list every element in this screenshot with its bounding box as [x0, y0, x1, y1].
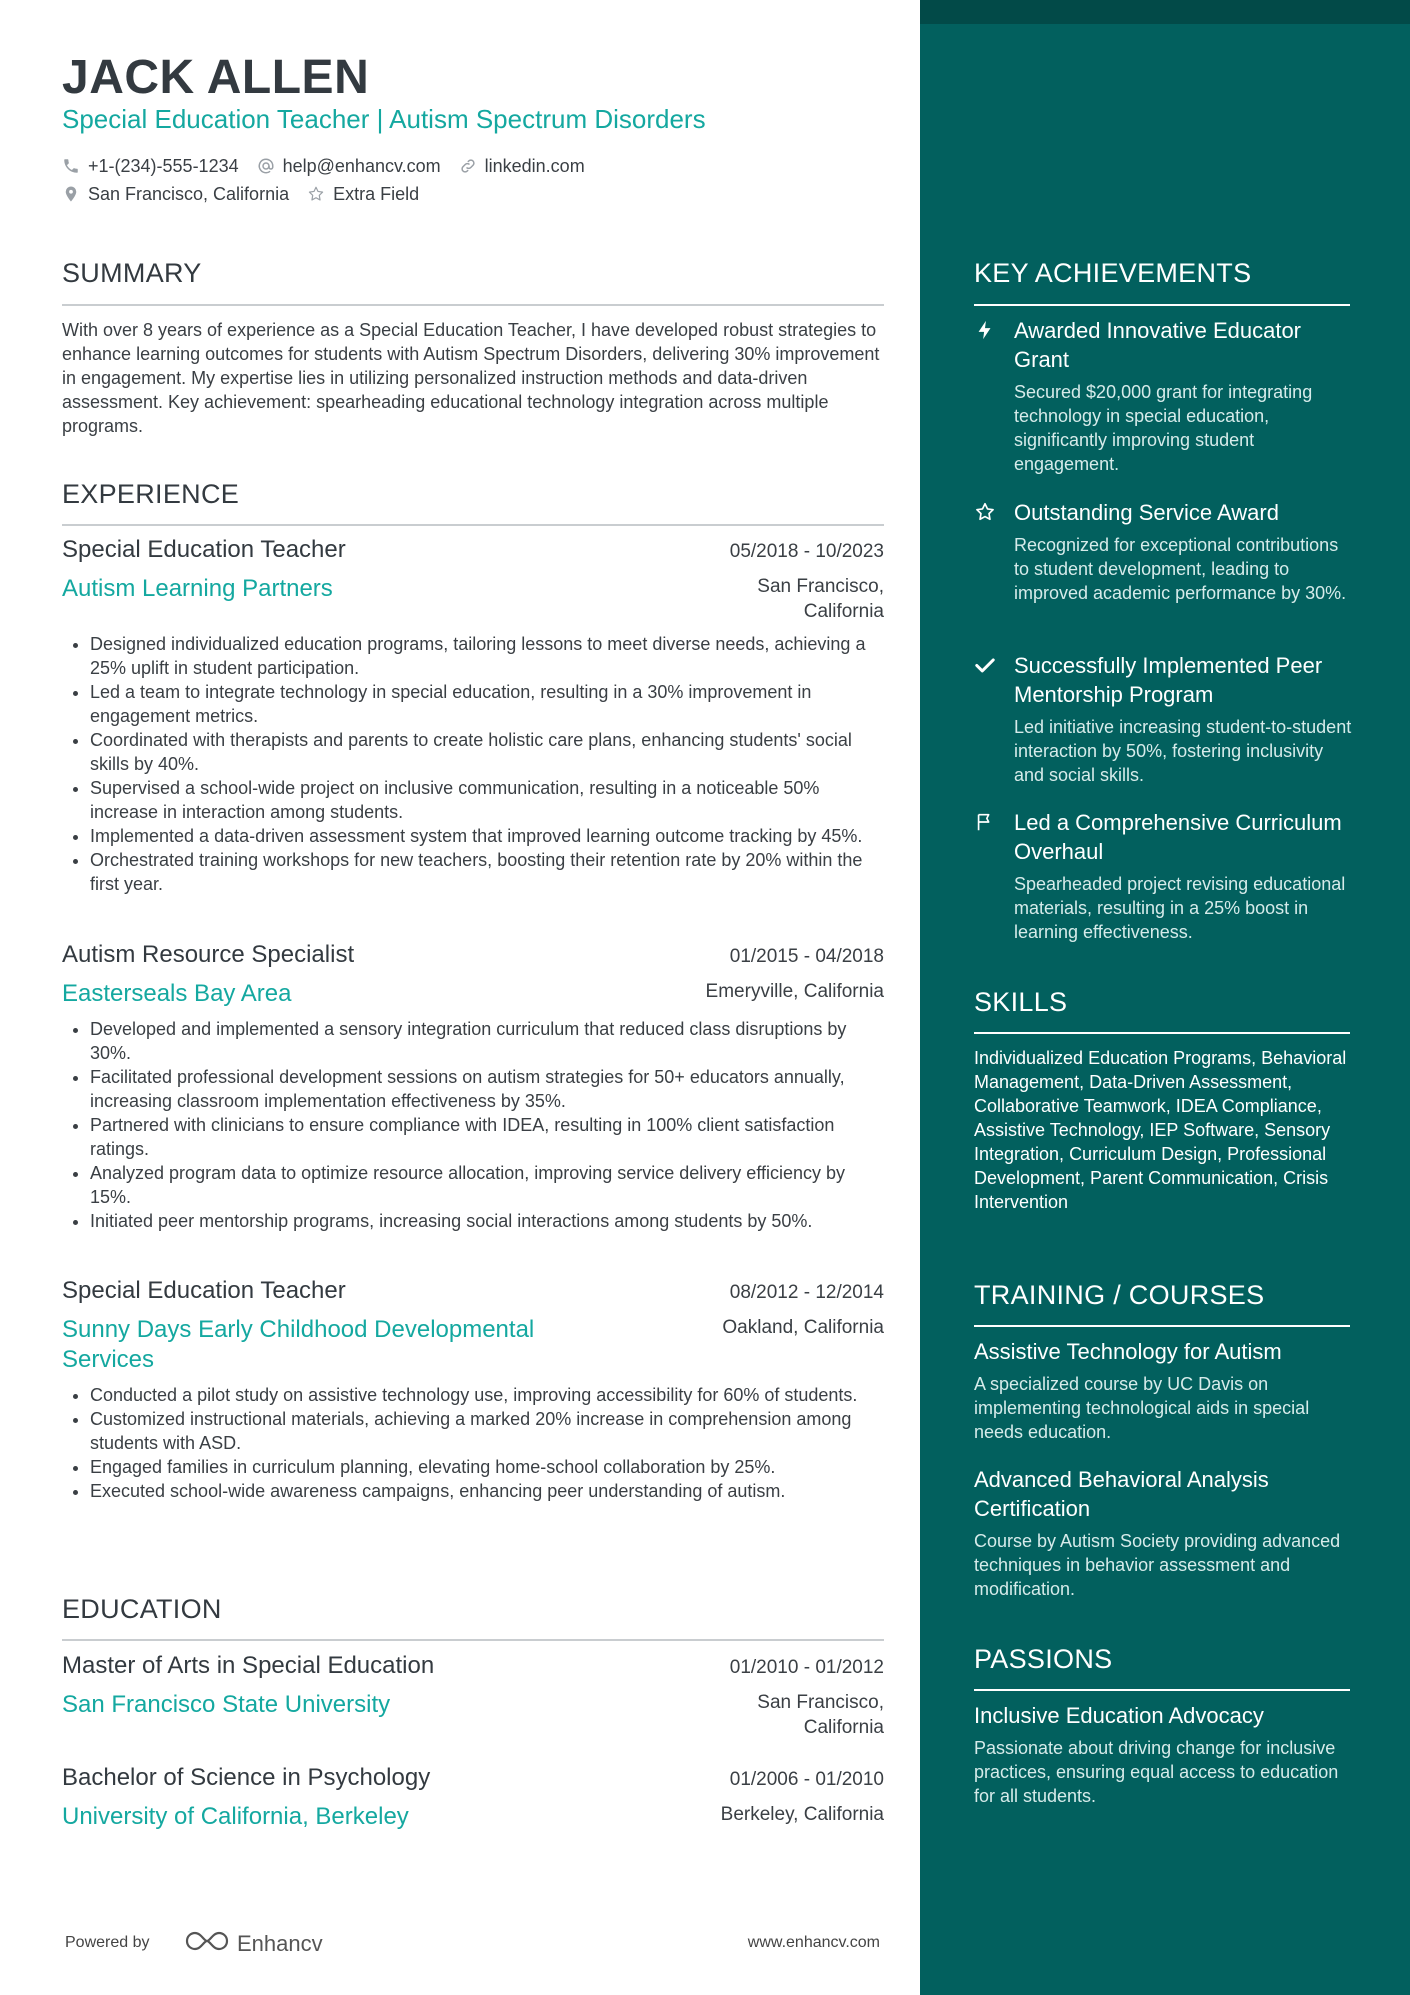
education-entry	[62, 1764, 884, 1832]
achievement-description: Spearheaded project revising educational materials, resulting in a 25% boost in learning effectiveness.	[1014, 874, 1346, 942]
bullet-item: • Facilitated professional development sessions on autism strategies for 50+ educators annually, increasing classroom implementation effectiveness by 35%.	[90, 1065, 884, 1113]
education-divider	[62, 1639, 884, 1641]
job-location: Emeryville, California	[705, 981, 884, 1002]
email-text: help@enhancv.com	[282, 155, 441, 176]
location-text: San Francisco, California	[88, 183, 290, 204]
link-icon	[459, 157, 477, 175]
job-dates: 08/2012 - 12/2014	[729, 1282, 884, 1303]
achievements-divider	[974, 304, 1350, 306]
candidate-headline: Special Education Teacher | Autism Spectrum Disorders	[62, 104, 706, 134]
job-dates: 01/2015 - 04/2018	[729, 946, 884, 967]
job-bullets	[62, 1383, 884, 1503]
passion-description: Passionate about driving change for inclusive practices, ensuring equal access to education for all students.	[974, 1738, 1339, 1806]
flag-icon	[974, 808, 996, 832]
skills-heading: SKILLS	[974, 987, 1068, 1017]
enhancv-logo[interactable]	[183, 1928, 323, 1959]
company-name: Autism Learning Partners	[62, 575, 333, 602]
company-name: Sunny Days Early Childhood Developmental Services	[62, 1316, 535, 1373]
course-description: Course by Autism Society providing advanced techniques in behavior assessment and modification.	[974, 1531, 1341, 1599]
experience-entry	[62, 941, 884, 1233]
bullet-item: • Conducted a pilot study on assistive technology use, improving accessibility for 60% of students.	[90, 1383, 884, 1407]
education-dates: 01/2006 - 01/2010	[729, 1769, 884, 1790]
summary-divider	[62, 304, 884, 306]
skills-list: Individualized Education Programs, Behavioral Management, Data-Driven Assessment, Collaborative Teamwork, IDEA Compliance, Assistive Technology, IEP Software, Sensory Integration, Curriculum Design, Professional Development, Parent Communication, Crisis Intervention	[974, 1048, 1347, 1212]
experience-heading: EXPERIENCE	[62, 479, 240, 509]
achievements-heading: KEY ACHIEVEMENTS	[974, 258, 1252, 288]
training-divider	[974, 1325, 1350, 1327]
achievement-description: Secured $20,000 grant for integrating technology in special education, significantly improving student engagement.	[1014, 382, 1313, 474]
bullet-item: • Initiated peer mentorship programs, increasing social interactions among students by 50%.	[90, 1209, 884, 1233]
website-link[interactable]: www.enhancv.com	[747, 1934, 880, 1951]
experience-divider	[62, 524, 884, 526]
achievement-title: Successfully Implemented Peer Mentorship Program	[1014, 653, 1323, 707]
experience-entry	[62, 1277, 884, 1503]
bullet-item: • Led a team to integrate technology in special education, resulting in a 30% improvement in engagement metrics.	[90, 680, 884, 728]
school-location: Berkeley, California	[720, 1804, 884, 1825]
job-title: Special Education Teacher	[62, 1277, 346, 1304]
course-title: Advanced Behavioral Analysis Certification	[974, 1467, 1269, 1521]
degree-title: Bachelor of Science in Psychology	[62, 1764, 431, 1791]
job-location: Oakland, California	[722, 1317, 884, 1338]
bolt-icon	[974, 316, 996, 340]
skills-divider	[974, 1032, 1350, 1034]
contact-extra	[307, 184, 419, 205]
school-name: San Francisco State University	[62, 1691, 391, 1718]
achievement-description: Recognized for exceptional contributions to student development, leading to improved academic performance by 30%.	[1014, 535, 1347, 603]
bullet-item: • Coordinated with therapists and parents to create holistic care plans, enhancing students' social skills by 40%.	[90, 728, 884, 776]
education-heading: EDUCATION	[62, 1594, 222, 1624]
education-dates: 01/2010 - 01/2012	[729, 1657, 884, 1678]
extra-field-text: Extra Field	[333, 183, 420, 204]
school-name: University of California, Berkeley	[62, 1803, 409, 1830]
job-dates: 05/2018 - 10/2023	[729, 541, 884, 562]
footer	[65, 1928, 880, 1958]
phone-icon	[62, 157, 80, 175]
contact-phone[interactable]	[62, 156, 239, 177]
school-location: San Francisco, California	[757, 1692, 884, 1738]
passion-title: Inclusive Education Advocacy	[974, 1703, 1264, 1728]
achievement-description: Led initiative increasing student-to-student interaction by 50%, fostering inclusivity and social skills.	[1014, 717, 1352, 785]
course-item	[974, 1337, 1354, 1444]
location-pin-icon	[62, 185, 80, 203]
bullet-item: • Orchestrated training workshops for new teachers, boosting their retention rate by 20% within the first year.	[90, 848, 884, 896]
job-bullets	[62, 632, 884, 896]
passion-item	[974, 1701, 1354, 1808]
course-description: A specialized course by UC Davis on implementing technological aids in special needs education.	[974, 1374, 1310, 1442]
sidebar	[920, 0, 1410, 1995]
summary-heading: SUMMARY	[62, 258, 202, 288]
company-name: Easterseals Bay Area	[62, 980, 292, 1007]
linkedin-text: linkedin.com	[484, 155, 585, 176]
passions-divider	[974, 1689, 1350, 1691]
bullet-item: • Supervised a school-wide project on inclusive communication, resulting in a noticeable 50% increase in interaction among students.	[90, 776, 884, 824]
achievement-item	[974, 651, 1354, 787]
education-entry	[62, 1652, 884, 1740]
bullet-item: • Executed school-wide awareness campaigns, enhancing peer understanding of autism.	[90, 1479, 884, 1503]
passions-heading: PASSIONS	[974, 1644, 1113, 1674]
phone-text: +1-(234)-555-1234	[88, 155, 239, 176]
candidate-name: JACK ALLEN	[62, 51, 370, 104]
powered-by-label: Powered by	[65, 1934, 150, 1951]
summary-text: With over 8 years of experience as a Special Education Teacher, I have developed robust strategies to enhance learning outcomes for students with Autism Spectrum Disorders, delivering 30% improvement in engagement. My expertise lies in utilizing personalized instruction methods and data-driven assessment. Key achievement: spearheading educational technology integration across multiple programs.	[62, 320, 880, 436]
star-icon	[974, 498, 996, 522]
course-item	[974, 1465, 1354, 1601]
job-title: Special Education Teacher	[62, 536, 346, 563]
contact-location	[62, 184, 289, 205]
bullet-item: • Customized instructional materials, achieving a marked 20% increase in comprehension among students with ASD.	[90, 1407, 884, 1455]
bullet-item: • Developed and implemented a sensory integration curriculum that reduced class disruptions by 30%.	[90, 1017, 884, 1065]
bullet-item: • Partnered with clinicians to ensure compliance with IDEA, resulting in 100% client satisfaction ratings.	[90, 1113, 884, 1161]
job-title: Autism Resource Specialist	[62, 941, 355, 968]
degree-title: Master of Arts in Special Education	[62, 1652, 435, 1679]
bullet-item: • Analyzed program data to optimize resource allocation, improving service delivery efficiency by 15%.	[90, 1161, 884, 1209]
enhancv-brand: Enhancv	[237, 1930, 323, 1956]
bullet-item: • Designed individualized education programs, tailoring lessons to meet diverse needs, achieving a 25% uplift in student participation.	[90, 632, 884, 680]
star-outline-icon	[307, 185, 325, 203]
achievement-title: Awarded Innovative Educator Grant	[1014, 318, 1301, 372]
contact-linkedin[interactable]	[459, 156, 585, 177]
contact-email[interactable]	[257, 156, 441, 177]
contact-info	[62, 152, 882, 208]
bullet-item: • Engaged families in curriculum planning, elevating home-school collaboration by 25%.	[90, 1455, 884, 1479]
bullet-item: • Implemented a data-driven assessment system that improved learning outcome tracking by 45%.	[90, 824, 884, 848]
at-icon	[257, 157, 275, 175]
achievement-title: Led a Comprehensive Curriculum Overhaul	[1014, 810, 1342, 864]
training-heading: TRAINING / COURSES	[974, 1280, 1265, 1310]
achievement-item	[974, 808, 1354, 944]
job-bullets	[62, 1017, 884, 1233]
job-location: San Francisco, California	[757, 576, 884, 622]
course-title: Assistive Technology for Autism	[974, 1339, 1282, 1364]
achievement-item	[974, 498, 1354, 605]
experience-entry	[62, 536, 884, 896]
enhancv-logo-icon	[183, 1928, 231, 1959]
sidebar-top-band	[920, 0, 1410, 24]
achievement-item	[974, 316, 1354, 476]
achievement-title: Outstanding Service Award	[1014, 500, 1279, 525]
check-icon	[974, 651, 996, 675]
